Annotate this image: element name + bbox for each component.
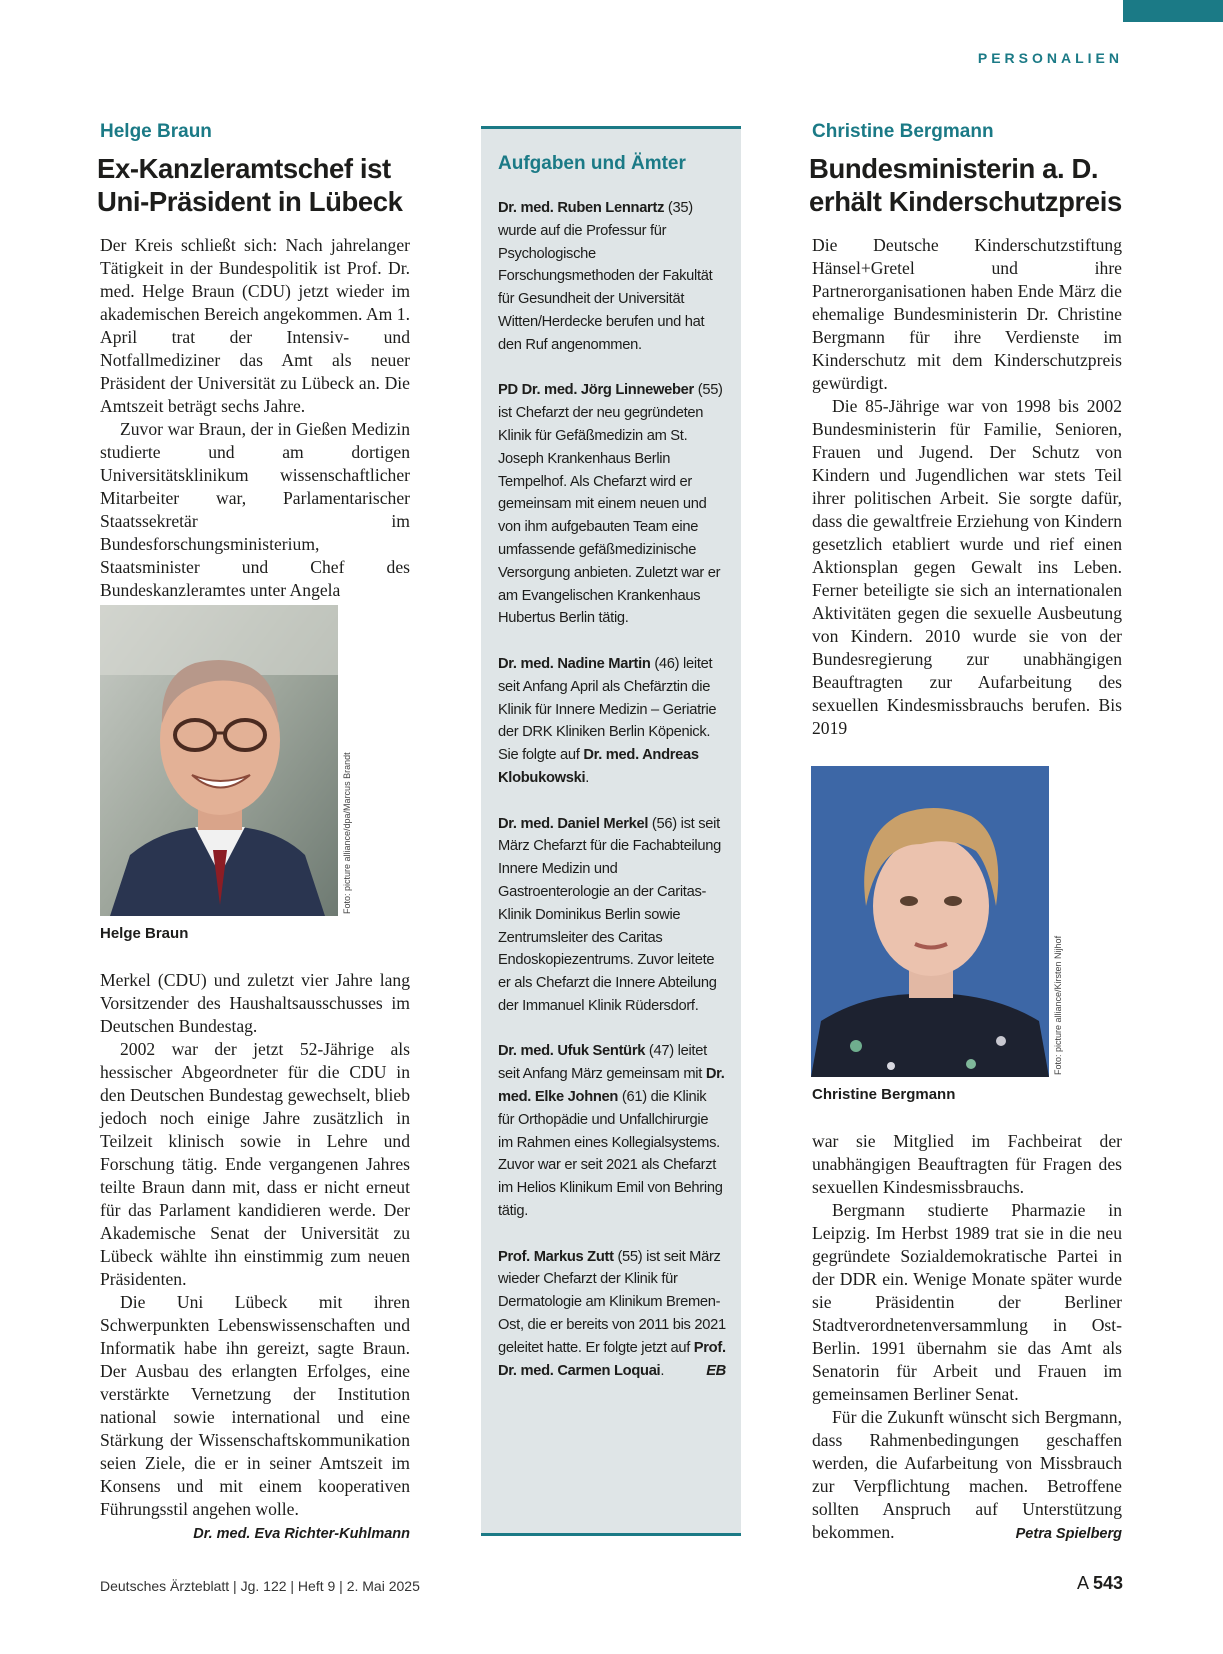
left-photo-credit: Foto: picture alliance/dpa/Marcus Brandt — [342, 752, 352, 914]
box-entry-5-text: (47) leitet seit Anfang März gemeinsam mit — [498, 1043, 707, 1083]
footer-publication: Deutsches Ärzteblatt | Jg. 122 | Heft 9 | 2. Mai 2025 — [100, 1578, 420, 1594]
corner-accent-bar — [1123, 0, 1223, 22]
sidebar-box — [481, 126, 741, 1536]
box-entry-4-name: Dr. med. Daniel Merkel — [498, 815, 649, 832]
left-paragraph-4: 2002 war der jetzt 52-Jährige als hessischer Abgeordneter für die CDU in den Deutschen Bundestag gewechselt, blieb jedoch noch einige Jahre zusätzlich in Teilzeit klinisch sowie in Lehre und Forschung tätig. Ende vergangenen Jahres teilte Braun dann mit, dass er nicht erneut für das Parlament kandidieren werde. Der Akademische Senat der Universität zu Lübeck wählte ihn einstimmig zum neuen Präsidenten. — [100, 1039, 410, 1289]
christine-bergmann-photo — [811, 766, 1049, 1077]
box-signature: EB — [706, 1362, 726, 1379]
right-paragraph-1: Die Deutsche Kinderschutzstiftung Hänsel+Gretel und ihre Partnerorganisationen haben Ende März die ehemalige Bundesministerin Dr. Christine Bergmann für ihre Verdienste im Kinderschutz mit dem Kinderschutzpreis gewürdigt. — [812, 235, 1122, 393]
right-paragraph-5-text: Für die Zukunft wünscht sich Bergmann, dass Rahmenbedingungen geschaffen werden, die Aufarbeitung von Missbrauch zur Verpflichtung machen. Betroffene sollten Anspruch auf Unterstützung bekommen. — [812, 1407, 1122, 1542]
box-entry-5-text-2: (61) die Klinik für Orthopädie und Unfallchirurgie im Rahmen eines Kollegialsystems. Zuvor war er seit 2021 als Chefarzt im Helios Klinikum Emil von Behring tätig. — [498, 1089, 723, 1220]
box-entry-6-text: (55) ist seit März wieder Chefarzt der Klinik für Dermatologie am Klinikum Bremen-Ost, die er bereits von 2011 bis 2021 geleitet hatte. Er folgte jetzt auf — [498, 1248, 726, 1356]
left-kicker: Helge Braun — [100, 121, 212, 142]
box-entry-4 — [498, 813, 726, 1018]
box-entry-2-text: (55) ist Chefarzt der neu gegründeten Klinik für Gefäßmedizin am St. Joseph Krankenhaus Berlin Tempelhof. Als Chefarzt wird er gemeinsam mit einem neuen und von ihm aufgebauten Team eine umfassende gefäßmedizinische Versorgung anbieten. Zuletzt war er am Evangelischen Krankenhaus Hubertus Berlin tätig. — [498, 382, 723, 627]
left-paragraph-1: Der Kreis schließt sich: Nach jahrelanger Tätigkeit in der Bundespolitik ist Prof. Dr. med. Helge Braun (CDU) jetzt wieder im akademischen Bereich angekommen. Am 1. April trat der Intensiv- und Notfallmediziner das Amt als neuer Präsident der Universität zu Lübeck an. Die Amtszeit beträgt sechs Jahre. — [100, 235, 410, 416]
footer-page-prefix: A — [1076, 1573, 1093, 1593]
left-headline-line-1: Ex-Kanzleramtschef ist — [97, 153, 391, 184]
box-entry-6-name-2: Prof. Dr. med. Carmen Loquai — [498, 1339, 726, 1379]
right-paragraph-3: war sie Mitglied im Fachbeirat der unabhängigen Beauftragten für Fragen des sexuellen Kindesmissbrauchs. — [812, 1131, 1122, 1197]
box-entry-2 — [498, 379, 726, 630]
box-entry-3 — [498, 653, 726, 790]
right-author: Petra Spielberg — [1015, 1526, 1122, 1542]
right-paragraph-2: Die 85-Jährige war von 1998 bis 2002 Bundesministerin für Familie, Senioren, Frauen und Jugend. Der Schutz von Kindern und Jugendlichen war stets Teil ihrer politischen Arbeit. Sie sorgte dafür, dass die gewaltfreie Erziehung von Kindern gesetzlich etabliert wurde und rief einen Aktionsplan gegen Gewalt ins Leben. Ferner beteiligte sie sich an internationalen Aktivitäten gegen die sexuelle Ausbeutung von Kindern. 2010 wurde sie von der Bundesregierung zur unabhängigen Beauftragten zur Aufarbeitung des sexuellen Kindesmissbrauchs berufen. Bis 2019 — [812, 396, 1122, 738]
box-entry-1-name: Dr. med. Ruben Lennartz — [498, 200, 665, 216]
right-body-top — [812, 234, 1122, 740]
left-paragraph-3: Merkel (CDU) und zuletzt vier Jahre lang Vorsitzender des Haushaltsausschusses im Deutschen Bundestag. — [100, 970, 410, 1036]
left-paragraph-5 — [100, 1291, 410, 1542]
section-label: PERSONALIEN — [977, 50, 1123, 66]
left-author: Dr. med. Eva Richter-Kuhlmann — [193, 1526, 410, 1542]
box-entry-5-name: Dr. med. Ufuk Sentürk — [498, 1043, 646, 1060]
left-paragraph-2: Zuvor war Braun, der in Gießen Medizin studierte und am dortigen Universitätsklinikum wissenschaftlicher Mitarbeiter war, Parlamentarischer Staatssekretär im Bundesforschungsministerium, Staatsminister und Chef des Bundeskanzleramtes unter Angela — [100, 419, 410, 600]
box-entry-6-name: Prof. Markus Zutt — [498, 1248, 614, 1265]
box-entry-6 — [498, 1246, 726, 1383]
left-headline — [97, 152, 437, 218]
left-photo-caption: Helge Braun — [100, 925, 189, 942]
left-body-top — [100, 234, 410, 602]
box-entry-5-name-2: Dr. med. Elke Johnen — [498, 1066, 725, 1106]
box-entry-1 — [498, 197, 726, 357]
footer-page-digits: 543 — [1092, 1573, 1123, 1593]
right-paragraph-4: Bergmann studierte Pharmazie in Leipzig. Im Herbst 1989 trat sie in die neu gegründete Sozialdemokratische Partei in der DDR ein. Wenige Monate später wurde sie Präsidentin der Berliner Stadtverordnetenversammlung in Ost-Berlin. 1991 übernahm sie das Amt als Senatorin für Arbeit und Frauen im gemeinsamen Berliner Senat. — [812, 1200, 1122, 1404]
right-headline-line-1: Bundesministerin a. D. — [809, 153, 1099, 184]
box-entry-1-text: (35) wurde auf die Professur für Psychologische Forschungsmethoden der Fakultät für Gesundheit der Universität Witten/Herdecke berufen und hat den Ruf angenommen. — [498, 200, 713, 353]
left-headline-line-2: Uni-Präsident in Lübeck — [97, 186, 403, 217]
right-body-bottom — [812, 1130, 1122, 1546]
box-entry-2-name: PD Dr. med. Jörg Linneweber — [498, 382, 694, 399]
right-photo-caption: Christine Bergmann — [812, 1086, 956, 1103]
box-entry-4-text: (56) ist seit März Chefarzt für die Fachabteilung Innere Medizin und Gastroenterologie an der Caritas-Klinik Dominikus Berlin sowie Zentrumsleiter des Caritas Endoskopiezentrums. Zuvor leitete er als Chefarzt die Innere Abteilung der Immanuel Klinik Rüdersdorf. — [498, 815, 721, 1014]
right-paragraph-5 — [812, 1406, 1122, 1544]
box-body — [498, 197, 726, 1405]
box-entry-6-end: . — [660, 1362, 665, 1379]
right-photo-credit: Foto: picture alliance/Kirsten Nijhof — [1053, 935, 1063, 1075]
box-entry-3-end: . — [585, 769, 590, 786]
box-entry-5 — [498, 1040, 726, 1222]
footer-page-number — [1077, 1573, 1123, 1594]
right-kicker: Christine Bergmann — [812, 121, 994, 142]
box-entry-3-name-2: Dr. med. Andreas Klobukowski — [498, 747, 699, 786]
box-entry-3-name: Dr. med. Nadine Martin — [498, 655, 651, 672]
box-title: Aufgaben und Ämter — [498, 153, 686, 174]
helge-braun-photo — [100, 605, 338, 916]
left-paragraph-5-text: Die Uni Lübeck mit ihren Schwerpunkten Lebenswissenschaften und Informatik habe ihn gereizt, sagte Braun. Der Ausbau des erlangten Erfolges, eine verstärkte Vernetzung der Institution national sowie international und eine Stärkung der Wissenschaftskommunikation seien Ziele, die er in seiner Amtszeit im Konsens und mit einem kooperativen Führungsstil angehen wolle. — [100, 1292, 410, 1519]
right-headline-line-2: erhält Kinderschutzpreis — [809, 186, 1122, 217]
left-body-bottom — [100, 969, 410, 1546]
box-entry-3-text: (46) leitet seit Anfang April als Chefärztin die Klinik für Innere Medizin – Geriatrie der DRK Kliniken Berlin Köpenick. Sie folgte auf — [498, 655, 717, 764]
right-headline — [809, 152, 1149, 218]
